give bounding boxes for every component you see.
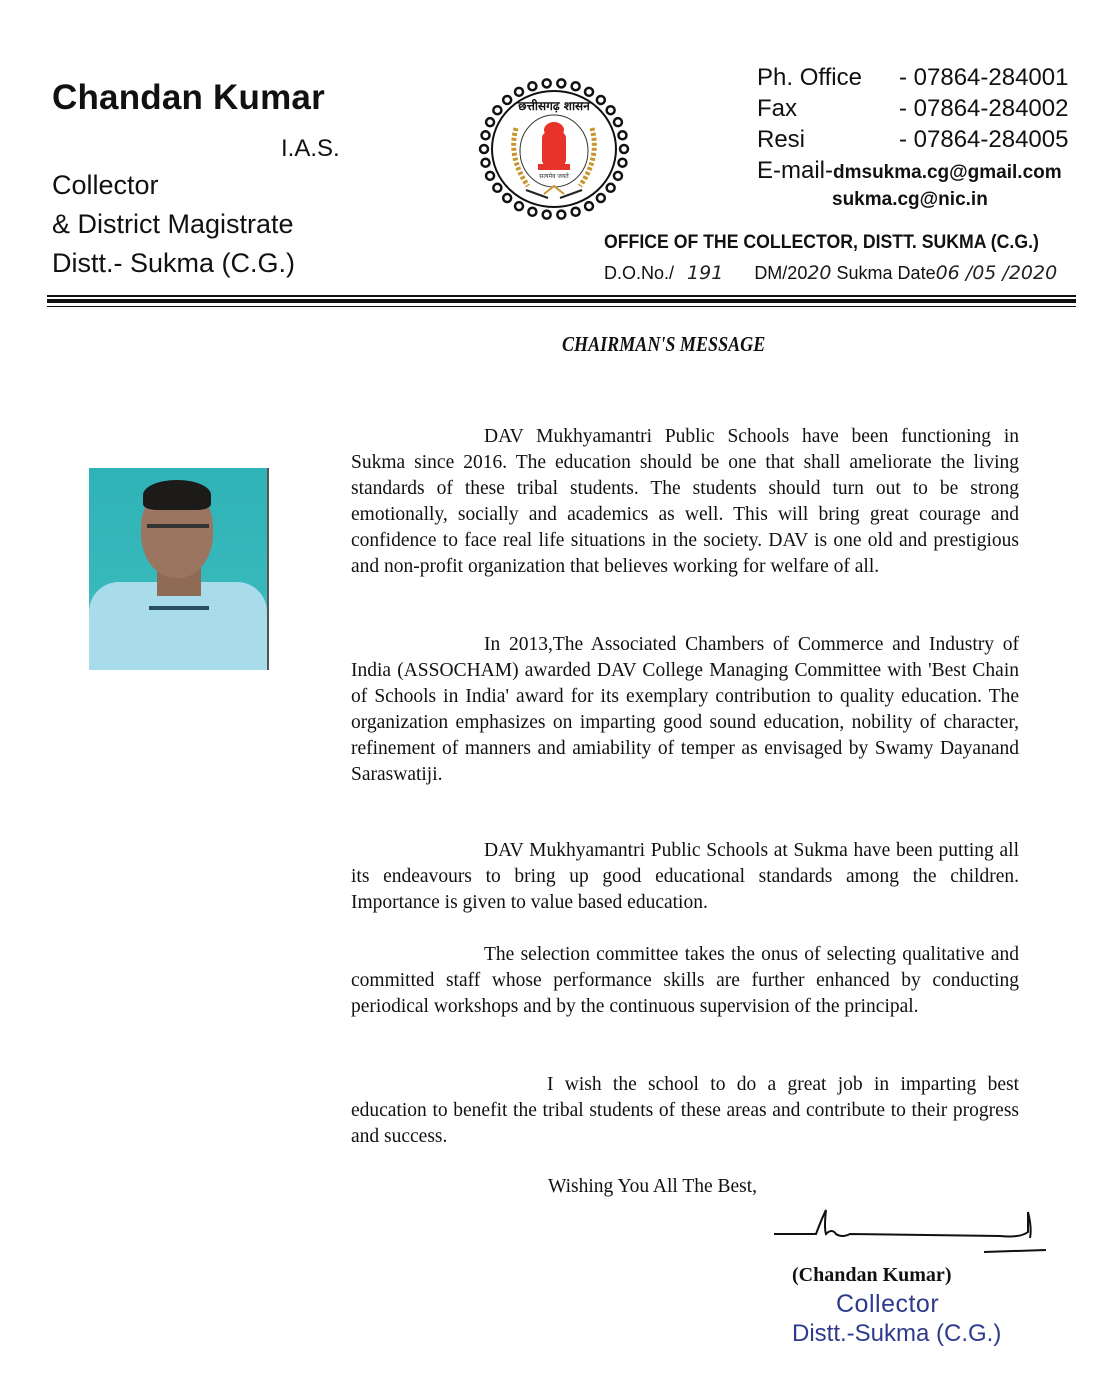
handwritten-signature-icon: [770, 1208, 1050, 1258]
emblem-bead: [572, 208, 580, 216]
message-paragraph: [351, 942, 1019, 1020]
date-label: Sukma Date: [836, 263, 936, 283]
header-rule-thick: [47, 299, 1076, 303]
emblem-bead: [614, 172, 622, 180]
paragraph-text: DAV Mukhyamantri Public Schools have been functioning in Sukma since 2016. The education should be one that shall ameliorate the living standards of these tribal students. The students should turn out to be strong emotionally, socially and academics as well. This will bring great courage and confidence to face real life situations in the society. DAV is one old and prestigious and non-profit organization that believes working for welfare of all.: [351, 426, 1019, 577]
emblem-bead: [543, 79, 551, 87]
chhattisgarh-government-emblem-icon: [478, 78, 630, 220]
closing-line: Wishing You All The Best,: [548, 1176, 758, 1197]
reference-row: [604, 262, 1057, 284]
emblem-bead: [503, 96, 511, 104]
message-paragraph: [351, 424, 1019, 580]
emblem-bead: [618, 131, 626, 139]
service-label: I.A.S.: [281, 135, 340, 162]
emblem-motto: सत्यमेव जयते: [539, 173, 569, 180]
emblem-bead: [493, 106, 501, 114]
paragraph-text: In 2013,The Associated Chambers of Commerce and Industry of India (ASSOCHAM) awarded DAV College Managing Committee with 'Best Chain of Schools in India' award for its exemplary contribution to quality education. The organization emphasizes on imparting good sound education, nobility of character, refinement of manners and amiability of temper as envisaged by Swamy Dayanand Saraswatiji.: [351, 634, 1019, 785]
do-number-handwritten: 191: [687, 262, 724, 284]
emblem-bead: [618, 159, 626, 167]
email-secondary[interactable]: sukma.cg@nic.in: [832, 189, 988, 210]
signatory-name: (Chandan Kumar): [792, 1264, 952, 1286]
header-rule-top: [47, 295, 1076, 297]
emblem-bead: [572, 82, 580, 90]
designation-line: & District Magistrate: [52, 209, 294, 239]
contact-label: Ph. Office: [757, 64, 862, 91]
contact-label: Resi: [757, 126, 806, 153]
paragraph-text: DAV Mukhyamantri Public Schools at Sukma have been putting all its endeavours to bring up good educational standards among the children. Importance is given to value based education.: [351, 840, 1019, 913]
emblem-bead: [585, 202, 593, 210]
photo-glasses: [147, 524, 209, 528]
do-prefix: D.O.No./: [604, 263, 675, 283]
emblem-bead: [480, 145, 488, 153]
date-handwritten: 06 /05 /2020: [935, 262, 1058, 284]
email-label: E-mail-: [757, 157, 833, 184]
portrait-photo: [89, 468, 269, 670]
paragraph-text: The selection committee takes the onus of selecting qualitative and committed staff whose performance skills are further enhanced by conducting periodical workshops and by the continuous supervision of the principal.: [351, 944, 1019, 1017]
emblem-bead: [585, 88, 593, 96]
message-heading: CHAIRMAN'S MESSAGE: [562, 332, 766, 356]
contact-value: - 07864-284005: [899, 126, 1069, 153]
emblem-bead: [503, 194, 511, 202]
emblem-bead: [482, 131, 490, 139]
contact-row-office: [757, 62, 1068, 93]
emblem-bead: [515, 88, 523, 96]
email-primary[interactable]: dmsukma.cg@gmail.com: [833, 162, 1062, 183]
emblem-bead: [597, 96, 605, 104]
message-paragraph: [351, 1072, 1019, 1150]
header-rule-bottom: [47, 306, 1076, 307]
paragraph-text: I wish the school to do a great job in imparting best education to benefit the tribal students of these areas and contribute to their progress and success.: [351, 1074, 1019, 1147]
contact-label: Fax: [757, 95, 798, 122]
emblem-bead: [607, 184, 615, 192]
photo-collar: [149, 588, 209, 610]
emblem-bead: [597, 194, 605, 202]
office-title: OFFICE OF THE COLLECTOR, DISTT. SUKMA (C.G.): [604, 232, 1039, 253]
emblem-bead: [614, 118, 622, 126]
dm-year-handwritten: 20: [807, 262, 832, 284]
emblem-bead: [557, 79, 565, 87]
emblem-bead: [486, 118, 494, 126]
designation-block: [52, 166, 295, 283]
designation-line: Collector: [52, 170, 159, 200]
sender-name: Chandan Kumar: [52, 78, 325, 117]
emblem-bead: [482, 159, 490, 167]
dm-prefix: DM/20: [754, 263, 808, 283]
emblem-bead: [528, 82, 536, 90]
emblem-bead: [620, 145, 628, 153]
emblem-bead: [515, 202, 523, 210]
contact-value: - 07864-284001: [899, 64, 1069, 91]
message-paragraph: [351, 632, 1019, 788]
stamp-district: Distt.-Sukma (C.G.): [792, 1320, 1002, 1347]
emblem-top-text: छत्तीसगढ़ शासन: [518, 99, 590, 113]
contact-block: [757, 62, 1068, 188]
contact-row-fax: [757, 93, 1068, 124]
emblem-bead: [543, 211, 551, 219]
emblem-bead: [557, 211, 565, 219]
emblem-bead: [528, 208, 536, 216]
designation-line: Distt.- Sukma (C.G.): [52, 248, 296, 278]
stamp-title: Collector: [836, 1290, 940, 1318]
photo-hair: [143, 480, 211, 510]
message-paragraph: [351, 838, 1019, 916]
contact-row-resi: [757, 124, 1068, 155]
emblem-bead: [486, 172, 494, 180]
emblem-bead: [607, 106, 615, 114]
contact-value: - 07864-284002: [899, 95, 1069, 122]
emblem-bead: [493, 184, 501, 192]
email-row: [757, 155, 1068, 188]
